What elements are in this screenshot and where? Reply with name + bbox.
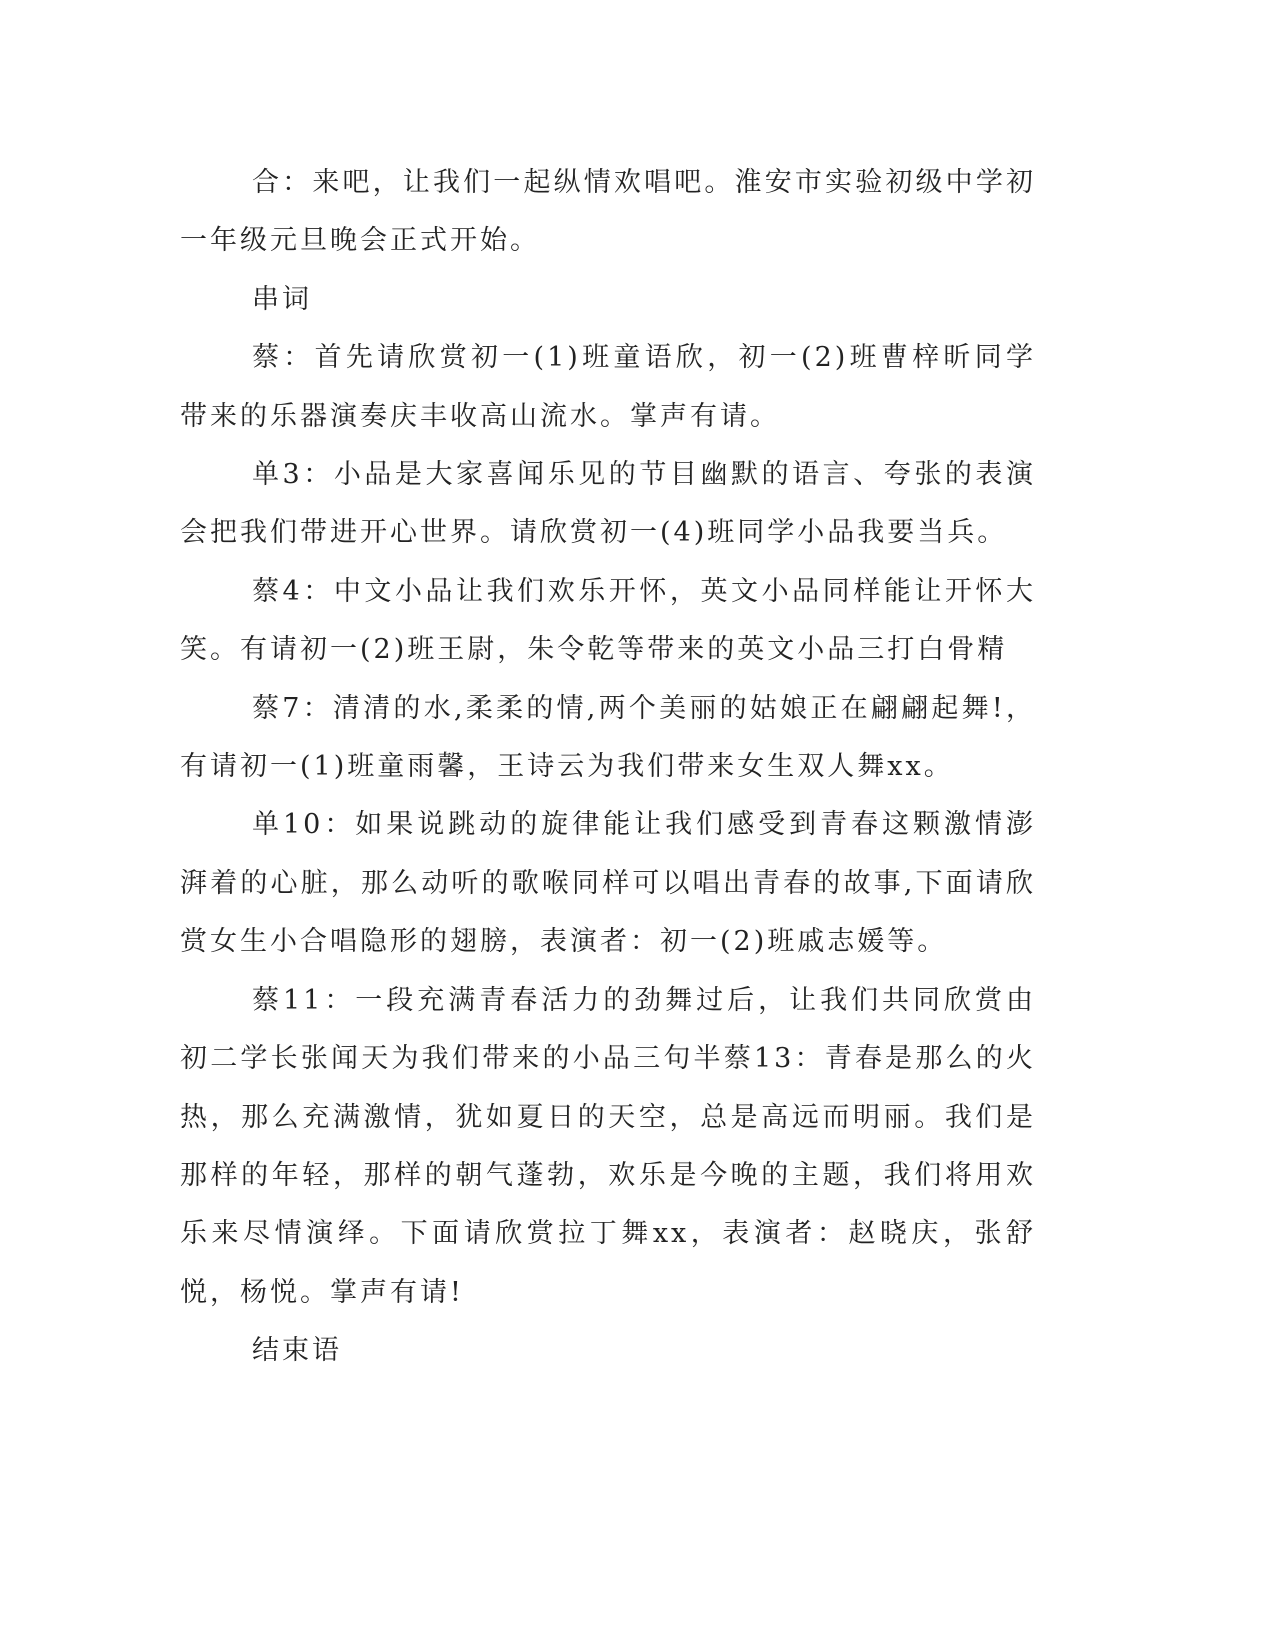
paragraph-dan-10: 单10：如果说跳动的旋律能让我们感受到青春这颗激情澎湃着的心脏，那么动听的歌喉同样可以唱出青春的故事,下面请欣赏女生小合唱隐形的翅膀，表演者：初一(2)班戚志媛等。: [180, 809, 1036, 958]
paragraph-cai-11: 蔡11：一段充满青春活力的劲舞过后，让我们共同欣赏由初二学长张闻天为我们带来的小品三句半蔡13：青春是那么的火热，那么充满激情，犹如夏日的天空，总是高远而明丽。我们是那样的年轻，那样的朝气蓬勃，欢乐是今晚的主题，我们将用欢乐来尽情演绎。下面请欣赏拉丁舞xx，表演者：赵晓庆，张舒悦，杨悦。掌声有请!: [180, 984, 1036, 1308]
paragraph-opening: 合：来吧，让我们一起纵情欢唱吧。淮安市实验初级中学初一年级元旦晚会正式开始。: [180, 167, 1036, 257]
paragraph-dan-3: 单3：小品是大家喜闻乐见的节目幽默的语言、夸张的表演会把我们带进开心世界。请欣赏初一(4)班同学小品我要当兵。: [180, 459, 1036, 549]
paragraph-cai-7: 蔡7：清清的水,柔柔的情,两个美丽的姑娘正在翩翩起舞!，有请初一(1)班童雨馨，王诗云为我们带来女生双人舞xx。: [180, 692, 1036, 783]
section-heading-chuanci: 串词: [252, 283, 312, 315]
section-heading-jieshuyu: 结束语: [252, 1335, 342, 1367]
paragraph-cai-1: 蔡：首先请欣赏初一(1)班童语欣，初一(2)班曹梓昕同学带来的乐器演奏庆丰收高山流水。掌声有请。: [180, 342, 1036, 432]
paragraph-cai-4: 蔡4：中文小品让我们欢乐开怀，英文小品同样能让开怀大笑。有请初一(2)班王尉，朱令乾等带来的英文小品三打白骨精: [180, 575, 1036, 666]
document-body: [180, 154, 1036, 1381]
